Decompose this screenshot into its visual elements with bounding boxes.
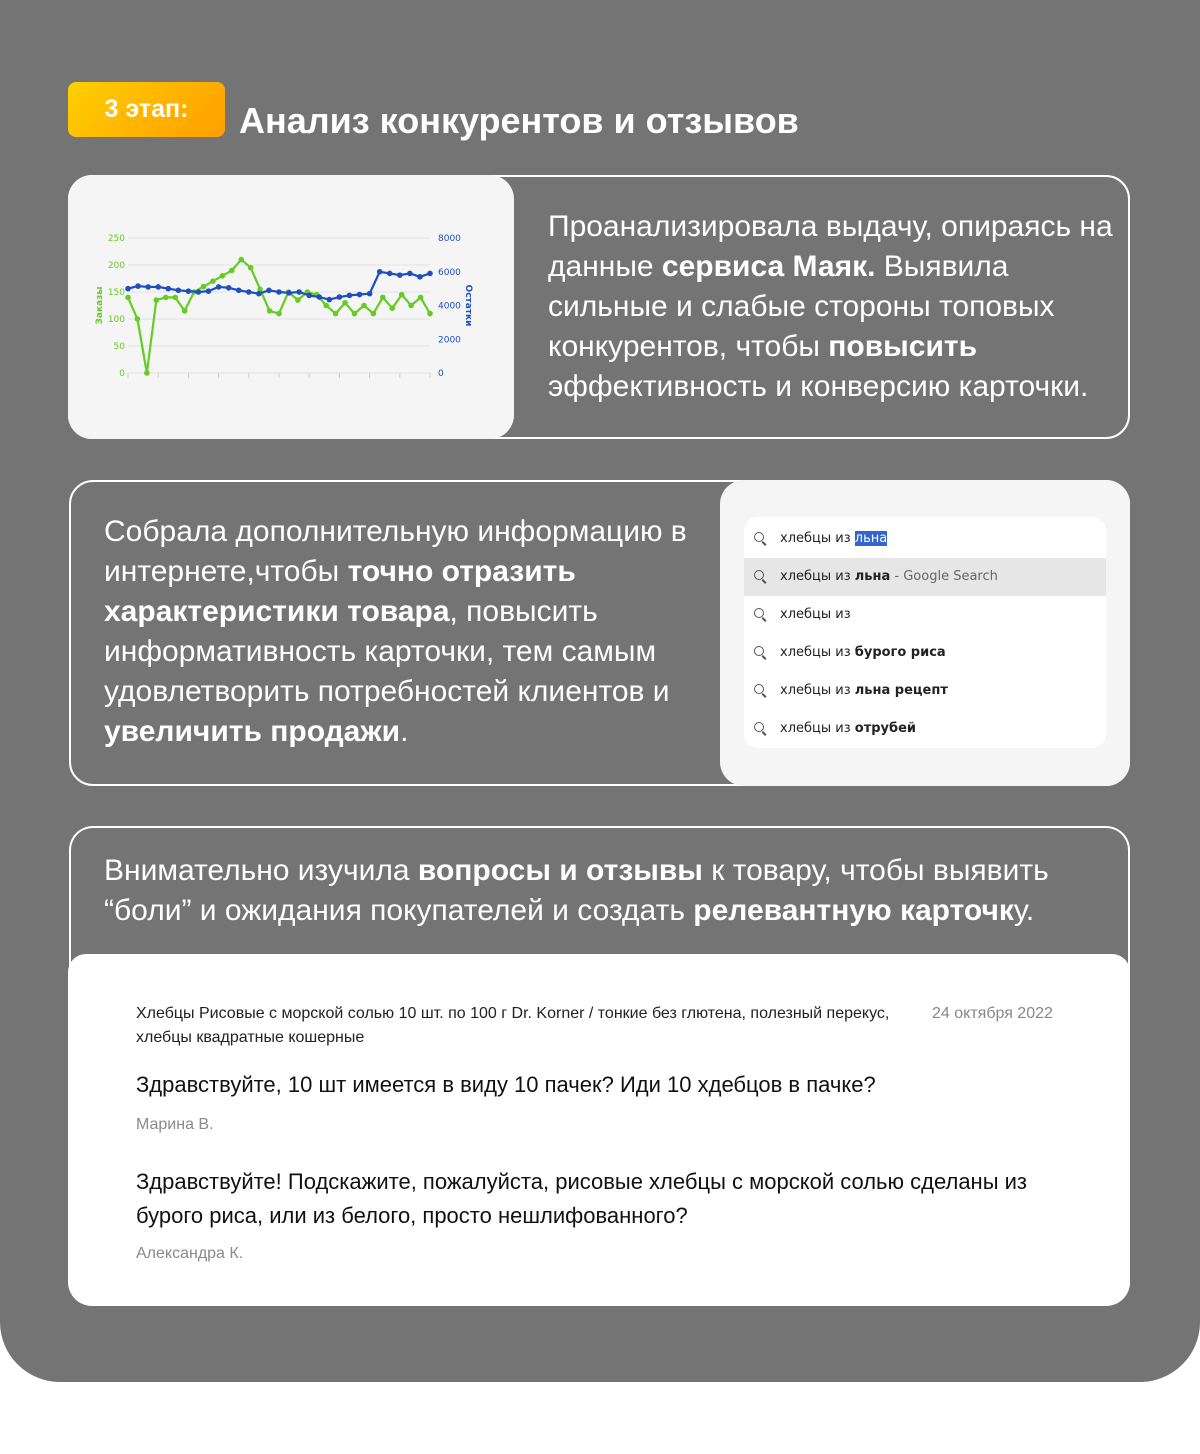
data-point	[256, 291, 262, 297]
search-suggestions	[744, 517, 1106, 748]
search-icon	[754, 608, 764, 618]
y2-axis-label: Остатки	[463, 284, 473, 327]
data-point	[367, 291, 373, 297]
data-point	[399, 292, 405, 298]
suggestion-prefix: хлебцы из	[780, 569, 855, 584]
search-query: хлебцы из	[780, 531, 855, 546]
body-text: к товару, чтобы выявить “боли” и ожидания покупателей и создать	[104, 854, 1049, 927]
data-point	[357, 292, 363, 298]
suggestion-item[interactable]	[744, 558, 1106, 596]
search-icon	[754, 722, 764, 732]
suggestion-prefix: хлебцы из	[780, 683, 855, 698]
y-tick-label: 0	[119, 369, 125, 379]
suggestion-item[interactable]	[744, 634, 1106, 672]
data-point	[165, 286, 171, 292]
data-point	[323, 303, 329, 309]
data-point	[286, 290, 292, 296]
data-point	[267, 308, 273, 314]
data-point	[182, 308, 188, 314]
data-point	[125, 286, 131, 292]
analysis-text	[548, 207, 1118, 407]
data-point	[397, 272, 403, 278]
data-point	[210, 278, 216, 284]
data-point	[248, 265, 254, 271]
data-point	[154, 297, 160, 303]
search-input[interactable]	[744, 520, 1106, 558]
data-point	[226, 285, 232, 291]
data-point	[276, 311, 282, 317]
y2-tick-label: 8000	[438, 234, 461, 244]
data-point	[371, 311, 377, 317]
y-tick-label: 250	[107, 234, 125, 244]
data-point	[361, 303, 367, 309]
question-text: Здравствуйте! Подскажите, пожалуйста, рисовые хлебцы с морской солью сделаны из бурого риса, или из белого, просто нешлифованного?	[136, 1169, 1027, 1228]
suggestion-completion: отрубей	[854, 721, 917, 736]
data-point	[407, 271, 413, 277]
chart-panel	[68, 175, 514, 439]
emphasis-text: точно отразить характеристики товара	[104, 555, 576, 628]
data-point	[220, 273, 226, 279]
data-point	[186, 288, 192, 294]
data-point	[236, 288, 242, 294]
y-tick-label: 50	[113, 342, 125, 352]
body-text: Проанализировала выдачу, опираясь на данные	[548, 210, 1113, 283]
emphasis-text: сервиса Маяк.	[661, 250, 876, 283]
data-point	[316, 294, 322, 300]
data-point	[135, 283, 141, 289]
data-point	[342, 300, 348, 306]
product-title: Хлебцы Рисовые с морской солью 10 шт. по 100 г Dr. Korner / тонкие без глютена, полезный перекус, хлебцы квадратные кошерные	[136, 1005, 890, 1046]
search-query-selected: льна	[854, 531, 888, 546]
data-point	[296, 289, 302, 295]
suggestion-completion: льна	[854, 569, 891, 584]
data-point	[333, 311, 339, 317]
data-point	[144, 370, 150, 376]
data-point	[306, 293, 312, 299]
body-text: Собрала дополнительную информацию в интернете,чтобы	[104, 515, 687, 588]
data-point	[387, 271, 393, 277]
question-text: Здравствуйте, 10 шт имеется в виду 10 пачек? Иди 10 хдебцов в пачке?	[136, 1072, 876, 1097]
data-point	[163, 295, 169, 301]
search-icon	[754, 570, 764, 580]
y2-tick-label: 6000	[438, 267, 461, 278]
body-text: эффективность и конверсию карточки.	[548, 370, 1089, 403]
emphasis-text: вопросы и отзывы	[417, 854, 703, 887]
data-point	[125, 295, 131, 301]
data-point	[155, 284, 161, 290]
data-point	[145, 284, 151, 290]
data-point	[417, 274, 423, 280]
data-point	[172, 295, 178, 301]
emphasis-text: релевантную карточк	[693, 894, 1014, 927]
data-point	[295, 297, 301, 303]
data-point	[201, 284, 207, 290]
search-icon	[754, 646, 764, 656]
emphasis-text: увеличить продажи	[104, 715, 401, 748]
suggestion-item[interactable]	[744, 710, 1106, 748]
suggestion-source: - Google Search	[890, 569, 998, 584]
data-point	[389, 305, 395, 311]
body-text: Внимательно изучила	[104, 854, 418, 887]
body-text: Выявила сильные и слабые стороны топовых конкурентов, чтобы	[548, 250, 1055, 363]
emphasis-text: повысить	[828, 330, 978, 363]
orders-stock-chart	[68, 175, 514, 439]
data-point	[206, 288, 212, 294]
reviews-text	[104, 851, 1104, 931]
data-point	[276, 289, 282, 295]
data-point	[135, 316, 141, 322]
data-point	[427, 271, 433, 277]
page-title: Анализ конкурентов и отзывов	[239, 100, 799, 141]
question-date: 24 октября 2022	[932, 1005, 1053, 1022]
data-point	[427, 311, 433, 317]
y-axis-label: Заказы	[95, 286, 105, 325]
data-point	[176, 288, 182, 294]
data-point	[352, 311, 358, 317]
data-point	[337, 294, 343, 300]
y-tick-label: 100	[107, 315, 125, 325]
suggestion-prefix: хлебцы из	[780, 607, 851, 622]
data-point	[238, 257, 244, 263]
search-icon	[754, 684, 764, 694]
data-point	[229, 268, 235, 274]
data-point	[380, 295, 386, 301]
suggestion-completion: бурого риса	[854, 645, 946, 660]
body-text: у.	[1013, 894, 1035, 927]
data-point	[377, 269, 383, 275]
suggestion-item[interactable]	[744, 596, 1106, 634]
body-text: .	[400, 715, 409, 748]
search-icon	[754, 532, 764, 542]
data-point	[266, 288, 272, 294]
data-point	[196, 289, 202, 295]
y-tick-label: 150	[107, 288, 125, 298]
question-author: Марина В.	[136, 1116, 214, 1133]
y2-tick-label: 4000	[438, 301, 461, 312]
y-tick-label: 200	[107, 261, 125, 271]
research-text	[104, 512, 704, 752]
data-point	[216, 284, 222, 290]
body-text: , повысить информативность карточки, тем самым удовлетворить потребностей клиентов и	[104, 595, 670, 708]
suggestion-prefix: хлебцы из	[780, 721, 855, 736]
data-point	[408, 303, 414, 309]
stage-badge: 3 этап:	[68, 82, 225, 137]
question-author: Александра К.	[136, 1245, 244, 1262]
data-point	[347, 293, 353, 299]
suggestion-completion: льна рецепт	[854, 683, 948, 698]
data-point	[418, 295, 424, 301]
suggestion-item[interactable]	[744, 672, 1106, 710]
data-point	[327, 297, 333, 303]
data-point	[246, 289, 252, 295]
y2-tick-label: 2000	[438, 335, 461, 346]
y2-tick-label: 0	[438, 369, 444, 379]
suggestion-prefix: хлебцы из	[780, 645, 855, 660]
